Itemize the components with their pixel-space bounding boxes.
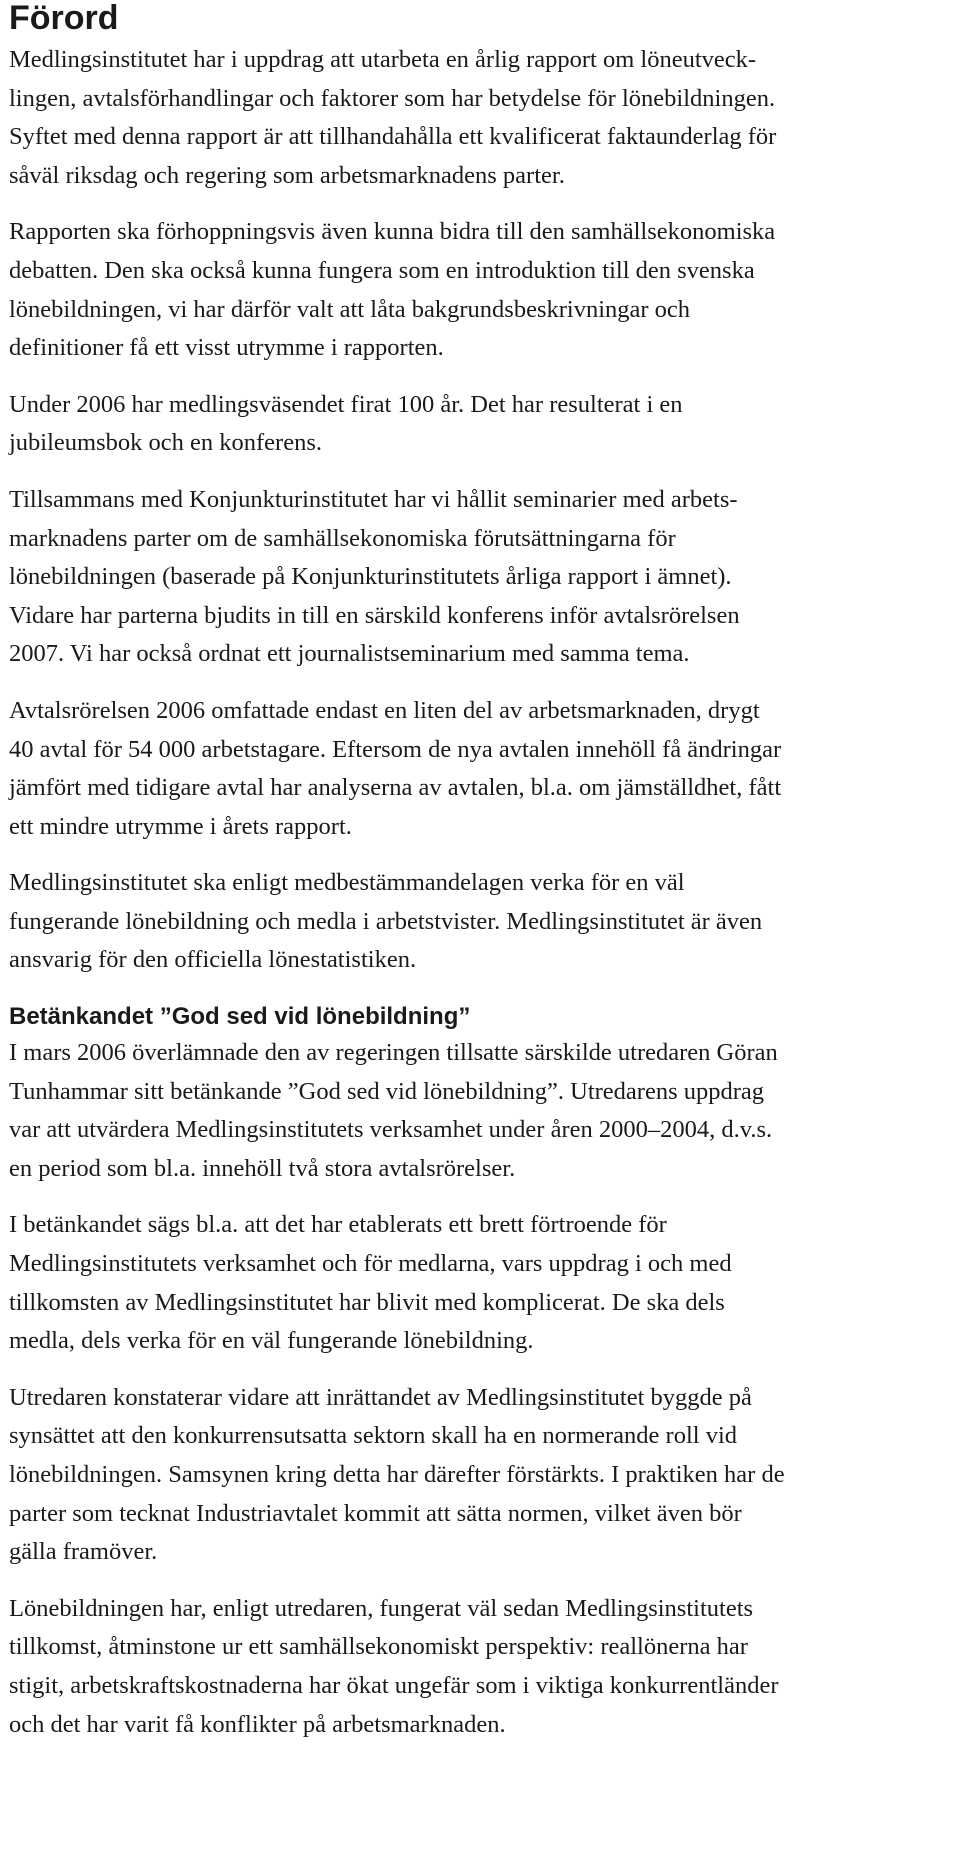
paragraph-line: såväl riksdag och regering som arbetsmarknadens parter. [9, 161, 565, 189]
paragraph-line: marknadens parter om de samhällsekonomiska förutsättningarna för [9, 524, 676, 552]
paragraph-line: gälla framöver. [9, 1538, 158, 1566]
paragraph-line: jubileumsbok och en konferens. [9, 429, 322, 457]
paragraph-line: Utredaren konstaterar vidare att inrättandet av Medlingsinstitutet byggde på [9, 1383, 752, 1411]
paragraph-line: Medlingsinstitutet har i uppdrag att utarbeta en årlig rapport om löneutveck- [9, 46, 757, 73]
paragraph-line: ansvarig för den officiella lönestatistiken. [9, 946, 417, 974]
paragraph-line: Under 2006 har medlingsväsendet firat 100 år. Det har resulterat i en [9, 390, 683, 418]
paragraph-line: Syftet med denna rapport är att tillhandahålla ett kvalificerat faktaunderlag för [9, 123, 777, 151]
paragraph-line: Medlingsinstitutets verksamhet och för medlarna, vars uppdrag i och med [9, 1250, 732, 1278]
paragraph-line: Avtalsrörelsen 2006 omfattade endast en liten del av arbetsmarknaden, drygt [9, 696, 760, 724]
paragraph-line: lönebildningen. Samsynen kring detta har därefter förstärkts. I praktiken har de [9, 1461, 785, 1488]
paragraph-line: debatten. Den ska också kunna fungera som en introduktion till den svenska [9, 256, 755, 284]
paragraph-line: lingen, avtalsförhandlingar och faktorer som har betydelse för lönebildningen. [9, 84, 776, 112]
paragraph [9, 481, 953, 674]
paragraph [9, 1034, 953, 1188]
paragraph-line: ett mindre utrymme i årets rapport. [9, 812, 352, 840]
paragraph-line: jämfört med tidigare avtal har analyserna av avtalen, bl.a. om jämställdhet, fått [9, 774, 782, 802]
paragraph [9, 1379, 953, 1572]
paragraph-line: Tillsammans med Konjunkturinstitutet har vi hållit seminarier med arbets- [9, 485, 738, 513]
paragraph-line: tillkomsten av Medlingsinstitutet har blivit med komplicerat. De ska dels [9, 1288, 725, 1316]
paragraph-line: 2007. Vi har också ordnat ett journalistseminarium med samma tema. [9, 640, 690, 668]
paragraph-line: stigit, arbetskraftskostnaderna har ökat ungefär som i viktiga konkurrentländer [9, 1671, 779, 1699]
paragraph [9, 386, 953, 463]
paragraph-line: en period som bl.a. innehöll två stora avtalsrörelser. [9, 1154, 516, 1182]
paragraph-line: lönebildningen (baserade på Konjunkturinstitutets årliga rapport i ämnet). [9, 563, 732, 591]
paragraph-line: Rapporten ska förhoppningsvis även kunna bidra till den samhällsekonomiska [9, 218, 776, 246]
document-page [9, 0, 953, 1762]
paragraph-line: synsättet att den konkurrensutsatta sektorn skall ha en normerande roll vid [9, 1422, 738, 1450]
page-title: Förord [9, 0, 119, 37]
paragraph-line: parter som tecknat Industriavtalet kommit att sätta normen, vilket även bör [9, 1499, 742, 1527]
paragraph [9, 864, 953, 980]
paragraph [9, 1206, 953, 1360]
paragraph [9, 1590, 953, 1744]
paragraph [9, 692, 953, 846]
paragraph-line: I betänkandet sägs bl.a. att det har etablerats ett brett förtroende för [9, 1211, 667, 1239]
paragraph-line: tillkomst, åtminstone ur ett samhällsekonomiskt perspektiv: reallönerna har [9, 1633, 748, 1661]
paragraph-line: I mars 2006 överlämnade den av regeringen tillsatte särskilde utredaren Göran [9, 1039, 778, 1067]
paragraph-line: lönebildningen, vi har därför valt att låta bakgrundsbeskrivningar och [9, 295, 691, 323]
intro-section [9, 41, 953, 980]
section-heading: Betänkandet ”God sed vid lönebildning” [9, 1003, 471, 1031]
paragraph [9, 213, 953, 367]
paragraph-line: Lönebildningen har, enligt utredaren, fungerat väl sedan Medlingsinstitutets [9, 1594, 754, 1622]
paragraph-line: Vidare har parterna bjudits in till en särskild konferens inför avtalsrörelsen [9, 601, 740, 629]
paragraph-line: fungerande lönebildning och medla i arbetstvister. Medlingsinstitutet är även [9, 907, 763, 935]
paragraph-line: var att utvärdera Medlingsinstitutets verksamhet under åren 2000–2004, d.v.s. [9, 1116, 773, 1144]
paragraph-line: 40 avtal för 54 000 arbetstagare. Eftersom de nya avtalen innehöll få ändringar [9, 735, 782, 763]
paragraph-line: Tunhammar sitt betänkande ”God sed vid lönebildning”. Utredarens uppdrag [9, 1077, 765, 1105]
body-section [9, 1034, 953, 1744]
paragraph-line: medla, dels verka för en väl fungerande lönebildning. [9, 1327, 534, 1355]
paragraph-line: och det har varit få konflikter på arbetsmarknaden. [9, 1710, 506, 1738]
paragraph-line: Medlingsinstitutet ska enligt medbestämmandelagen verka för en väl [9, 869, 685, 897]
paragraph [9, 41, 953, 195]
paragraph-line: definitioner få ett visst utrymme i rapporten. [9, 334, 444, 362]
